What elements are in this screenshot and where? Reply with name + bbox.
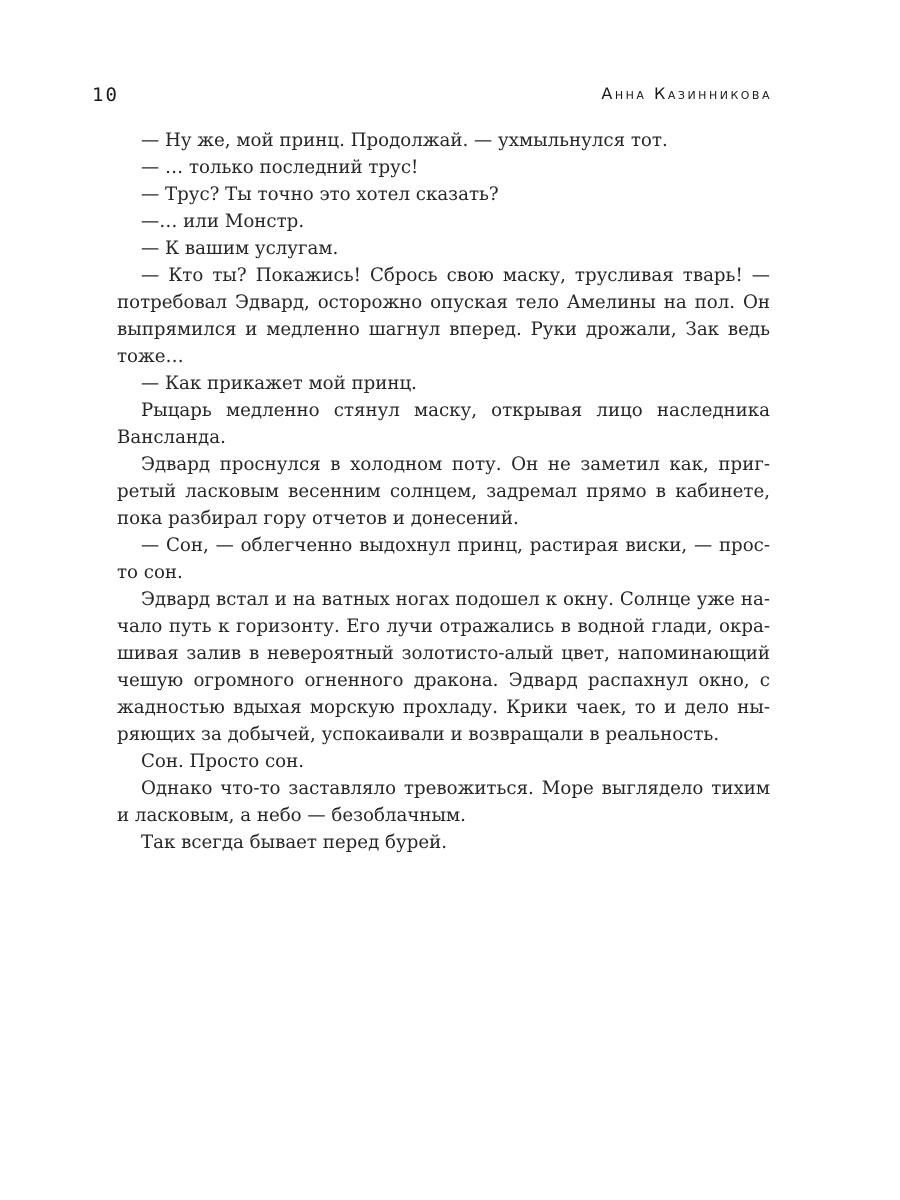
- paragraph: —… или Монстр.: [141, 211, 305, 232]
- paragraph: — Трус? Ты точно это хотел сказать?: [141, 184, 499, 205]
- paragraph: Сон. Просто сон.: [141, 751, 305, 772]
- paragraph: — К вашим услугам.: [141, 238, 339, 259]
- running-head-author: Анна Казинникова: [601, 84, 772, 103]
- paragraph: Однако что-то заставляло тревожиться. Море выглядело тихим и ласковым, а небо — безоблачным.: [117, 778, 770, 826]
- paragraph: Эдвард встал и на ватных ногах подошел к окну. Солнце уже начало путь к горизонту. Его лучи отражались в водной глади, окрашивая залив в невероятный золотисто-алый цвет, напоминающий чешую огромного огненного дракона. Эдвард распахнул окно, с жадностью вдыхая морскую прохладу. Крики чаек, то и дело ныряющих за добычей, успокаивали и возвращали в реальность.: [117, 589, 770, 745]
- paragraph: Эдвард проснулся в холодном поту. Он не заметил как, пригретый ласковым весенним солнцем, задремал прямо в кабинете, пока разбирал гору отчетов и донесений.: [117, 454, 770, 529]
- paragraph: — Ну же, мой принц. Продолжай. — ухмыльнулся тот.: [141, 130, 668, 151]
- paragraph: — Сон, — облегченно выдохнул принц, растирая виски, — просто сон.: [117, 535, 770, 583]
- paragraph: Рыцарь медленно стянул маску, открывая лицо наследника Вансланда.: [117, 400, 770, 448]
- body-text: [117, 127, 770, 856]
- paragraph: — Как прикажет мой принц.: [141, 373, 417, 394]
- paragraph: — … только последний трус!: [141, 157, 419, 178]
- page-number: 10: [92, 84, 119, 106]
- paragraph: Так всегда бывает перед бурей.: [141, 832, 448, 853]
- paragraph: — Кто ты? Покажись! Сбрось свою маску, трусливая тварь! — потребовал Эдвард, осторожно опуская тело Амелины на пол. Он выпрямился и медленно шагнул вперед. Руки дрожали, Зак ведь тоже…: [117, 265, 770, 367]
